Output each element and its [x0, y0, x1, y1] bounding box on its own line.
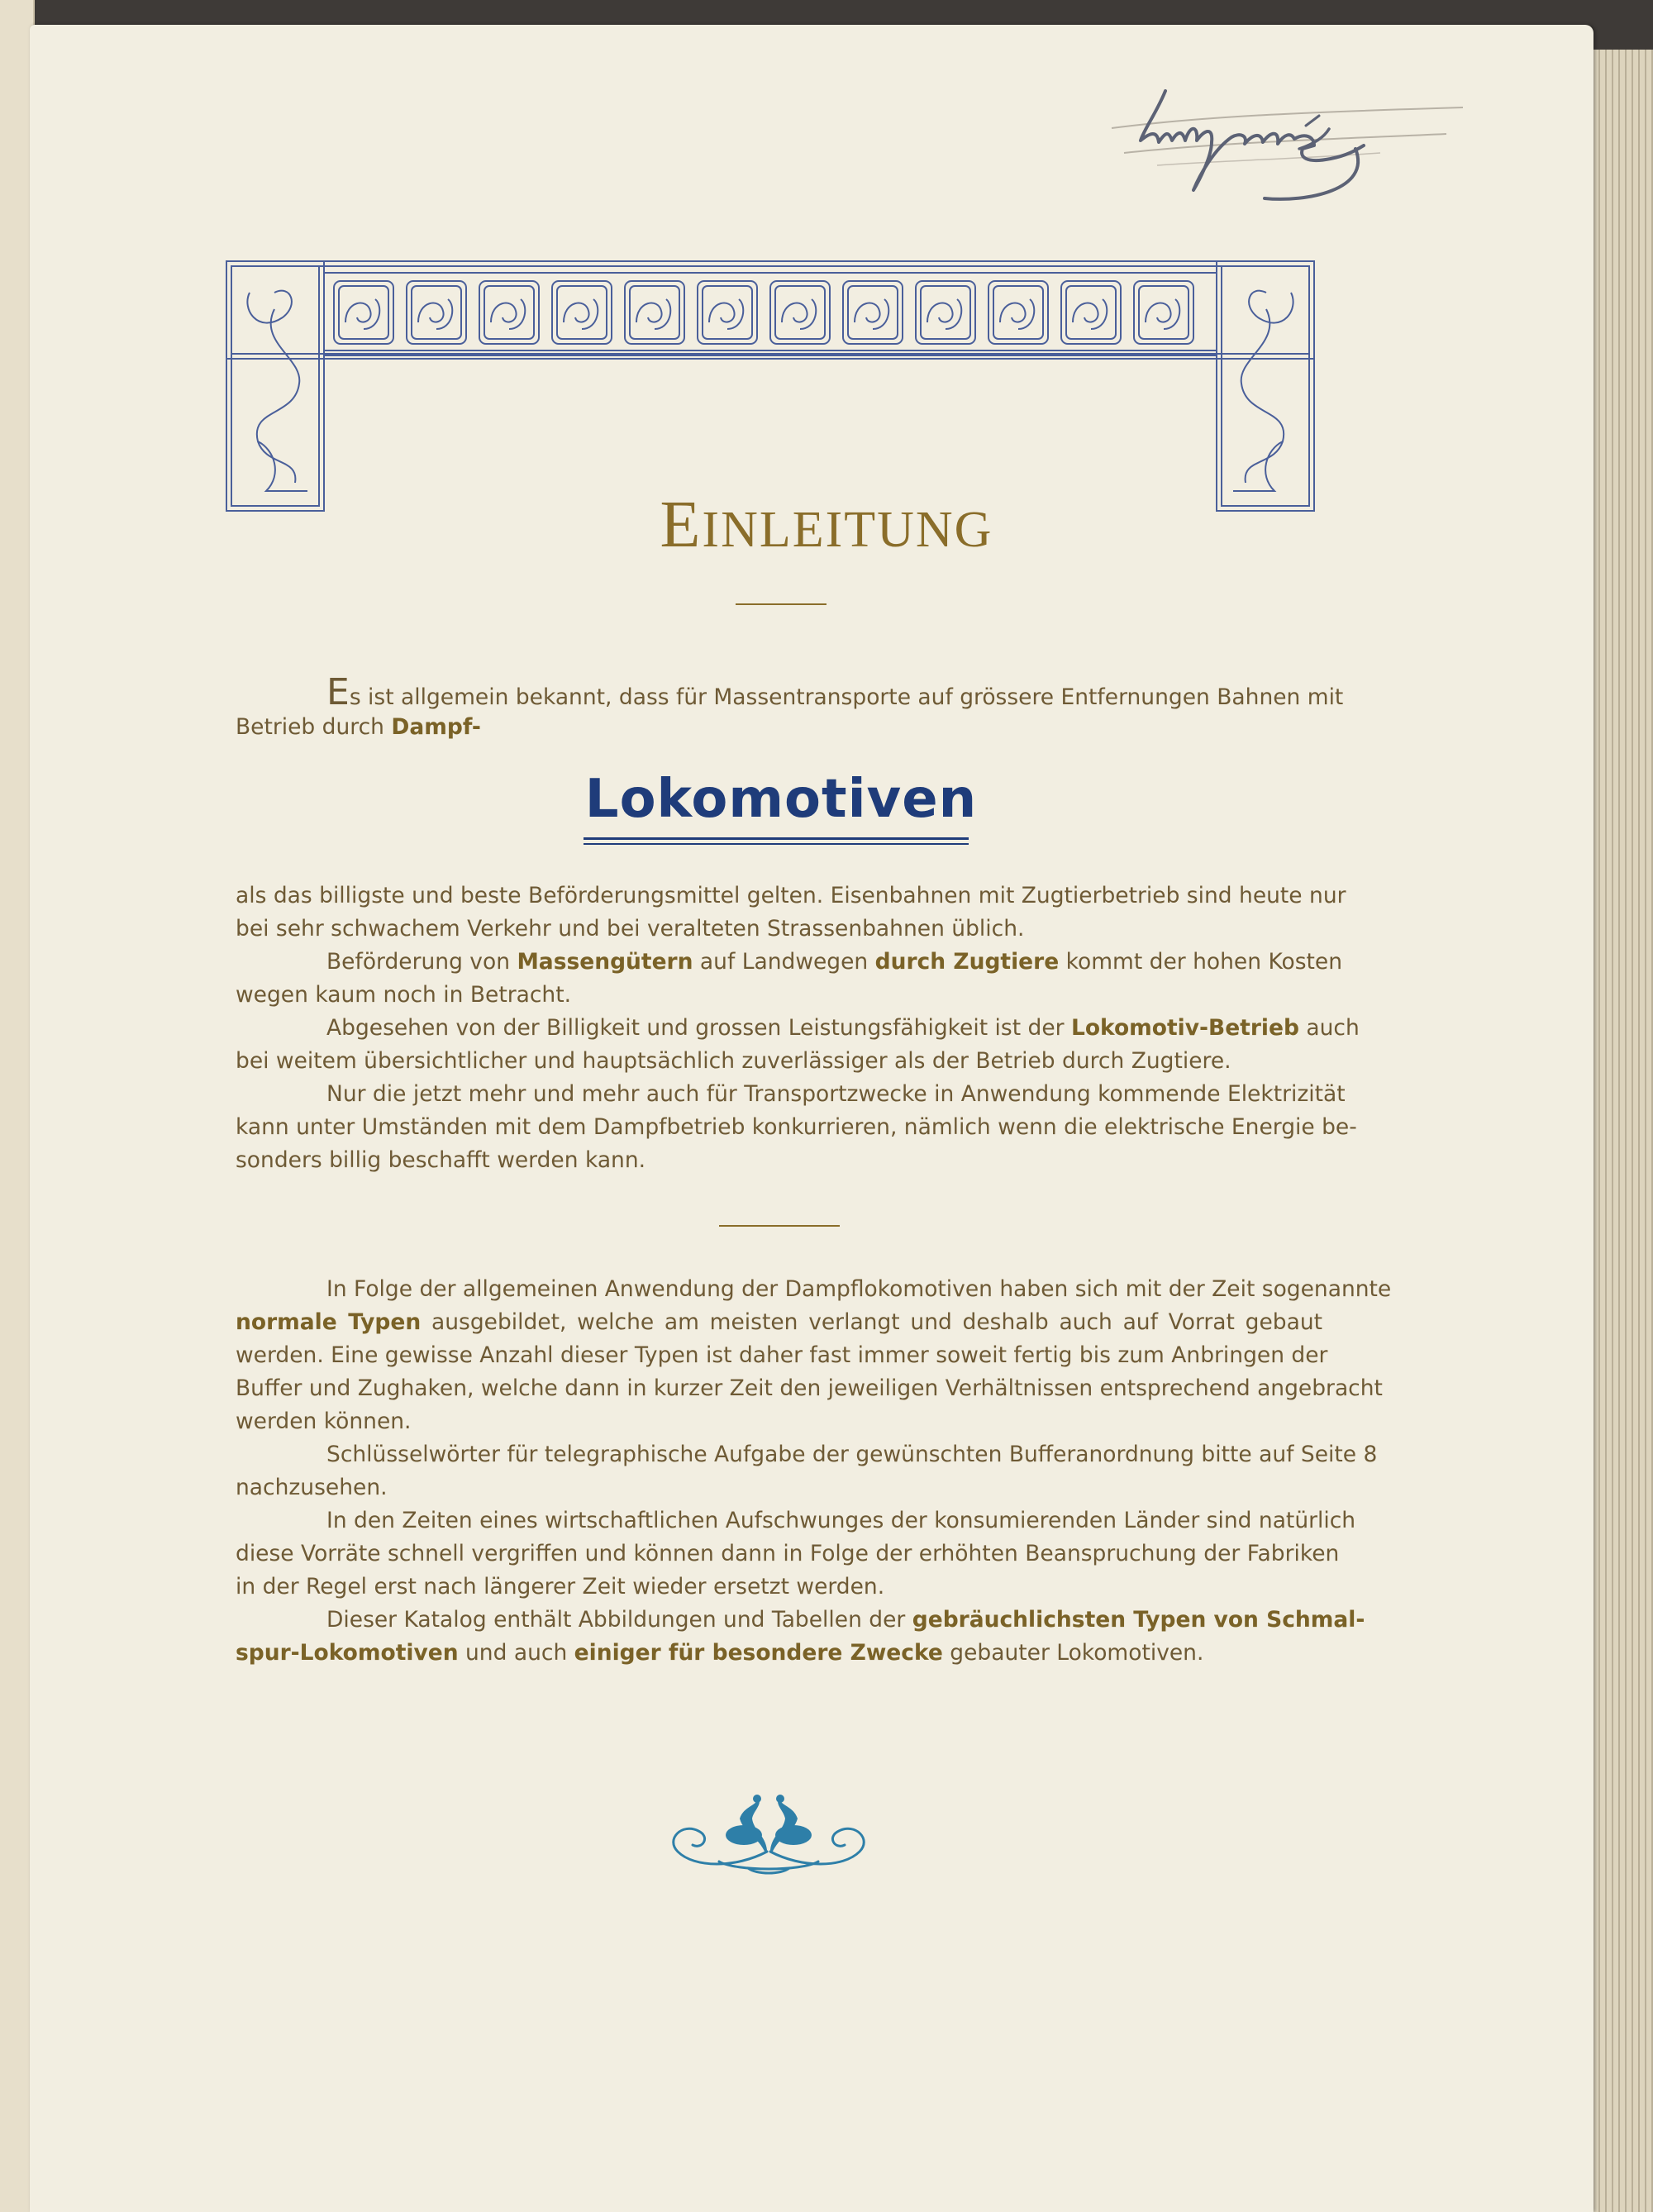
s2-l2-b: ausgebildet, welche am meisten verlangt und deshalb auch auf Vorrat gebaut	[421, 1309, 1323, 1335]
highlight-heading: Lokomotiven	[584, 769, 978, 830]
s1-l3-bold-1: Massengütern	[517, 949, 693, 975]
intro-line-1	[236, 671, 1344, 713]
s1-line-9: sonders billig beschafft werden kann.	[236, 1147, 646, 1173]
s1-l7-text: Nur die jetzt mehr und mehr auch für Transportzwecke in Anwendung kommende Elektrizität	[326, 1081, 1346, 1107]
title-capital: E	[660, 489, 703, 561]
title-divider	[736, 603, 826, 605]
s1-l3-a: Beförderung von	[326, 949, 517, 975]
s1-l3-bold-2: durch Zugtiere	[874, 949, 1060, 975]
s2-l11-bold: gebräuchlichsten Typen von Schmal-	[912, 1607, 1365, 1633]
highlight-underline-1	[584, 837, 969, 840]
s2-l6-text: Schlüsselwörter für telegraphische Aufgabe der gewünschten Bufferanordnung bitte auf Seite 8	[326, 1442, 1378, 1467]
stacked-page-edges	[1587, 50, 1653, 2212]
s1-line-1: als das billigste und beste Beförderungsmittel gelten. Eisenbahnen mit Zugtierbetrieb sind heute nur	[236, 883, 1346, 908]
intro-dampf-bold: Dampf-	[391, 714, 481, 740]
s2-l12-b: und auch	[458, 1640, 574, 1666]
s2-line-11	[236, 1604, 1365, 1637]
intro-dropcap: E	[326, 671, 350, 713]
page-title	[0, 488, 1653, 563]
s2-line-12	[236, 1637, 1322, 1670]
s2-line-7: nachzusehen.	[236, 1475, 388, 1500]
s1-line-4: wegen kaum noch in Betracht.	[236, 982, 572, 1008]
s2-l12-d: gebauter Lokomotiven.	[942, 1640, 1204, 1666]
s2-line-3: werden. Eine gewisse Anzahl dieser Typen ist daher fast immer soweit fertig bis zum Anbringen der	[236, 1342, 1328, 1368]
intro-line-1-text: s ist allgemein bekannt, dass für Massentransporte auf grössere Entfernungen Bahnen mit	[349, 684, 1344, 710]
section-divider	[719, 1225, 840, 1227]
s1-line-7	[236, 1078, 1346, 1111]
s2-line-9: diese Vorräte schnell vergriffen und können dann in Folge der erhöhten Beanspruchung der Fabriken	[236, 1541, 1340, 1566]
section-2	[236, 1273, 1392, 1670]
s1-line-6: bei weitem übersichtlicher und hauptsächlich zuverlässiger als der Betrieb durch Zugtiere.	[236, 1048, 1231, 1074]
s1-line-5	[236, 1012, 1360, 1045]
s2-line-2	[236, 1306, 1322, 1339]
title-rest: INLEITUNG	[702, 502, 993, 558]
s1-l5-bold: Lokomotiv-Betrieb	[1070, 1015, 1299, 1041]
s1-l3-e: kommt der hohen Kosten	[1059, 949, 1343, 975]
s2-line-6	[236, 1438, 1378, 1471]
s2-l1-text: In Folge der allgemeinen Anwendung der Dampflokomotiven haben sich mit der Zeit sogenannte	[326, 1276, 1392, 1302]
s2-line-1	[236, 1273, 1392, 1306]
s2-line-4: Buffer und Zughaken, welche dann in kurzer Zeit den jeweiligen Verhältnissen entsprechend angebracht	[236, 1375, 1383, 1401]
s2-l12-bold-1: spur-Lokomotiven	[236, 1640, 459, 1666]
intro-paragraph	[236, 671, 1344, 744]
intro-line-2	[236, 711, 1322, 744]
s1-line-3	[236, 946, 1343, 979]
section-1	[236, 880, 1360, 1177]
s1-line-8: kann unter Umständen mit dem Dampfbetrieb konkurrieren, nämlich wenn die elektrische Energie be-	[236, 1114, 1357, 1140]
s2-l12-bold-2: einiger für besondere Zwecke	[574, 1640, 943, 1666]
s1-l5-c: auch	[1298, 1015, 1360, 1041]
s2-line-8	[236, 1504, 1356, 1537]
s2-line-5: werden können.	[236, 1409, 412, 1434]
s2-l2-bold: normale Typen	[236, 1309, 422, 1335]
peacock-ornament	[661, 1785, 876, 1876]
s2-l11-a: Dieser Katalog enthält Abbildungen und Tabellen der	[326, 1607, 912, 1633]
intro-line-2-text: Betrieb durch	[236, 714, 392, 740]
s2-line-10: in der Regel erst nach längerer Zeit wieder ersetzt werden.	[236, 1574, 885, 1599]
s1-l5-a: Abgesehen von der Billigkeit und grossen Leistungsfähigkeit ist der	[326, 1015, 1071, 1041]
highlight-underline-2	[584, 843, 969, 845]
s1-l3-c: auf Landwegen	[693, 949, 875, 975]
s1-line-2: bei sehr schwachem Verkehr und bei veralteten Strassenbahnen üblich.	[236, 916, 1025, 942]
s2-l8-text: In den Zeiten eines wirtschaftlichen Aufschwunges der konsumierenden Länder sind natürlich	[326, 1508, 1356, 1533]
handwritten-signature	[1108, 66, 1471, 207]
art-nouveau-header-frame	[225, 260, 1316, 512]
